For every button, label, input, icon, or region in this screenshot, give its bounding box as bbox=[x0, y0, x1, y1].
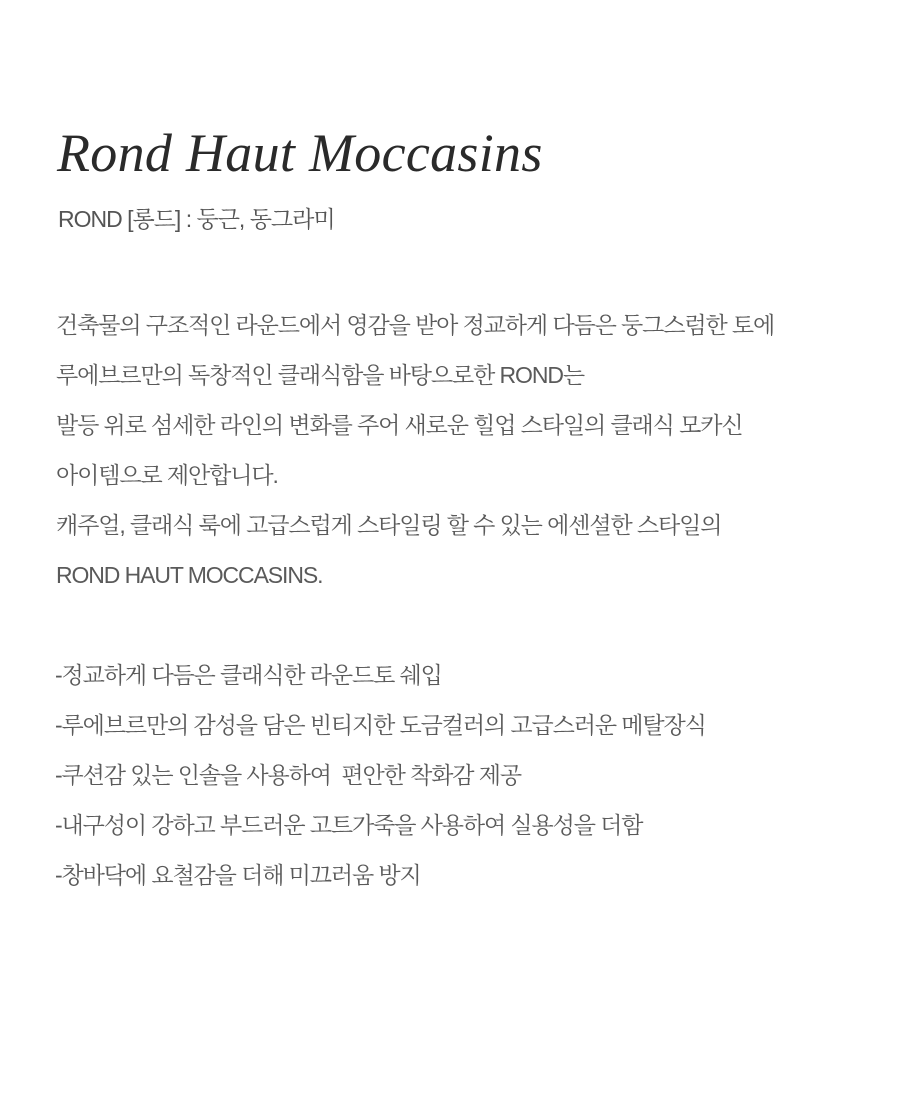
product-title: Rond Haut Moccasins bbox=[57, 123, 543, 183]
description-line: 루에브르만의 독창적인 클래식함을 바탕으로한 ROND는 bbox=[56, 362, 584, 388]
description-line: 캐주얼, 클래식 룩에 고급스럽게 스타일링 할 수 있는 에센셜한 스타일의 bbox=[56, 512, 722, 538]
description-line: 아이템으로 제안합니다. bbox=[56, 462, 278, 488]
description-line: 발등 위로 섬세한 라인의 변화를 주어 새로운 힐업 스타일의 클래식 모카신 bbox=[56, 412, 743, 438]
feature-item: -창바닥에 요철감을 더해 미끄러움 방지 bbox=[55, 862, 421, 888]
description-line: 건축물의 구조적인 라운드에서 영감을 받아 정교하게 다듬은 둥그스럼한 토에 bbox=[56, 312, 775, 338]
description-line: ROND HAUT MOCCASINS. bbox=[56, 562, 323, 588]
product-description bbox=[56, 300, 876, 600]
feature-item: -쿠션감 있는 인솔을 사용하여 편안한 착화감 제공 bbox=[55, 762, 521, 788]
product-subtitle: ROND [롱드] : 둥근, 동그라미 bbox=[58, 206, 335, 232]
feature-item: -정교하게 다듬은 클래식한 라운드토 쉐입 bbox=[55, 662, 442, 688]
feature-item: -루에브르만의 감성을 담은 빈티지한 도금컬러의 고급스러운 메탈장식 bbox=[55, 712, 706, 738]
feature-list bbox=[55, 650, 875, 900]
feature-item: -내구성이 강하고 부드러운 고트가죽을 사용하여 실용성을 더함 bbox=[55, 812, 643, 838]
